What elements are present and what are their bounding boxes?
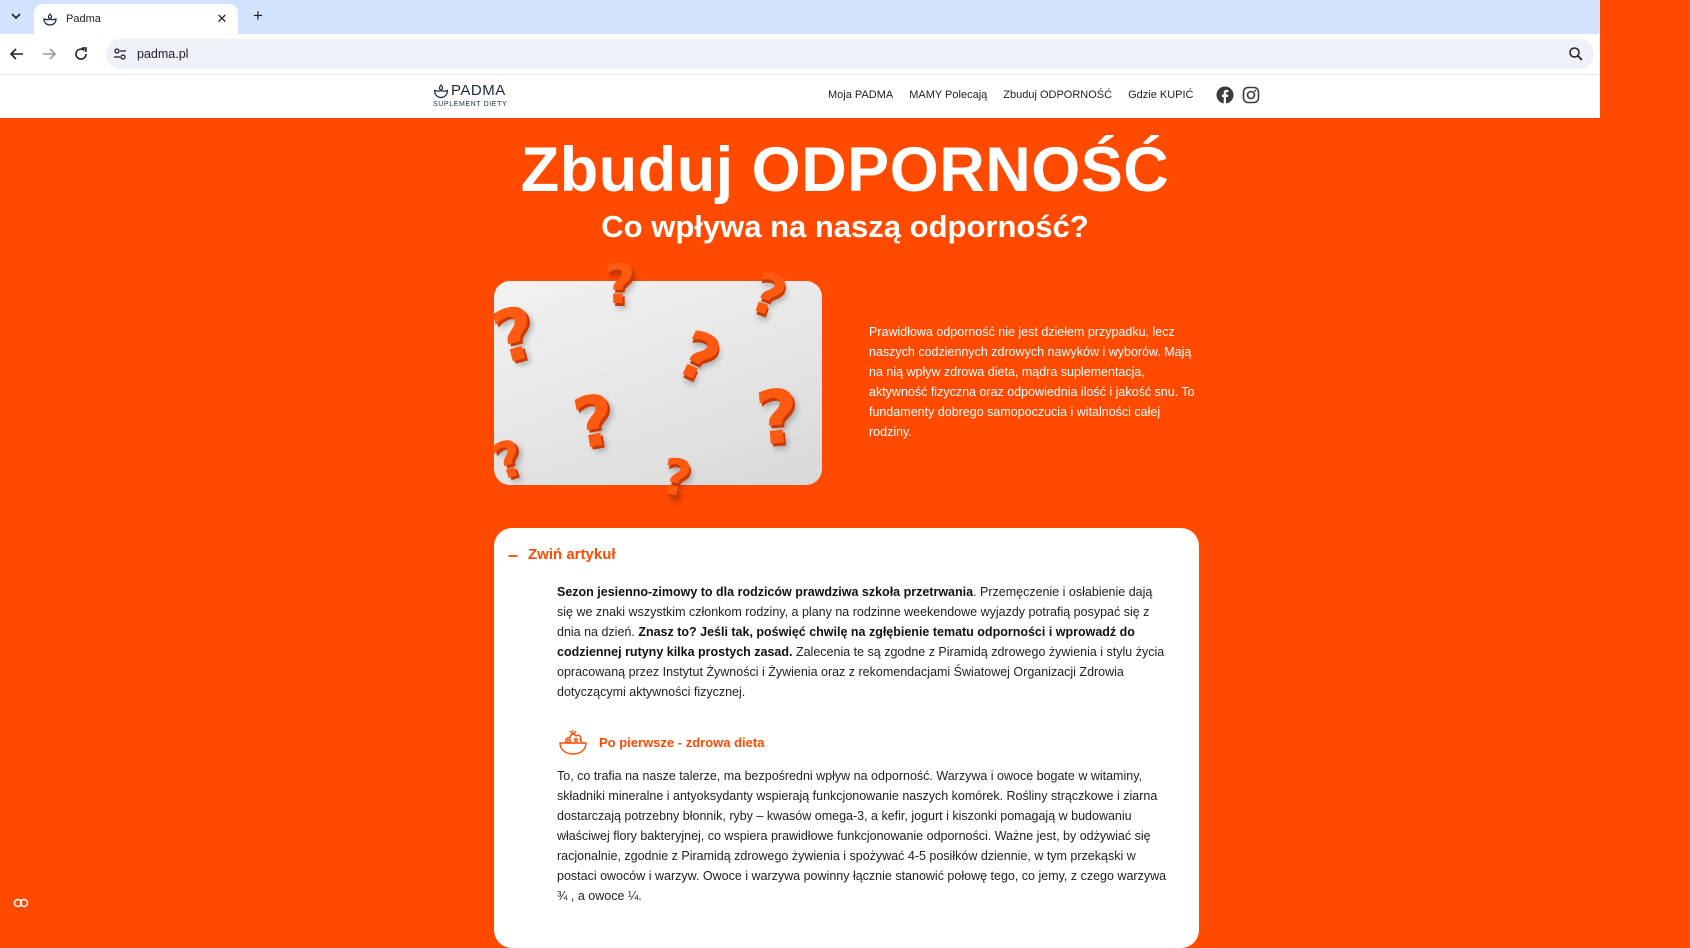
logo-text: PADMA [451,82,506,99]
browser-tab[interactable] [34,4,238,34]
site-settings-icon[interactable] [112,46,128,62]
section-title-diet: Po pierwsze - zdrowa dieta [599,734,765,750]
nav-item-mamy-polecaja[interactable]: MAMY Polecają [909,89,988,101]
nav-item-gdzie-kupic[interactable]: Gdzie KUPIĆ [1128,89,1194,101]
url-text: padma.pl [137,47,189,61]
zoom-icon[interactable] [1568,46,1584,62]
hero-description: Prawidłowa odporność nie jest dziełem przypadku, lecz naszych codziennych zdrowych nawyków i wyborów. Mają na nią wpływ zdrowa dieta, mądra suplementacja, aktywność fizyczna oraz odpowiednia ilość i jakość snu. To fundamenty dobrego samopoczucia i witalności całej rodziny. [869,325,1195,439]
minus-icon: – [508,544,519,565]
tab-title: Padma [66,13,101,25]
padma-logo[interactable] [433,83,523,111]
page-subtitle: Co wpływa na naszą odporność? [601,209,1089,244]
back-arrow-icon[interactable] [6,43,28,65]
padma-logo-mark-icon [433,83,449,99]
intro-bold-2: Znasz to? Jeśli tak, poświęć chwilę na zgłębienie tematu odporności i wprowadź do codziennej rutyny kilka prostych zasad. [557,625,1135,659]
nav-item-zbuduj-odpornosc[interactable]: Zbuduj ODPORNOŚĆ [1003,89,1113,101]
main-nav [828,89,1194,101]
section-text-diet: To, co trafia na nasze talerze, ma bezpośredni wpływ na odporność. Warzywa i owoce bogate w witaminy, składniki mineralne i antyoksydanty wspierają funkcjonowanie naszych komórek. Rośliny strączkowe i ziarna dostarczają potrzebny błonnik, ryby – kwasów omega-3, a kefir, jogurt i kiszonki pomagają w budowaniu właściwej flory bakteryjnej, co wspiera prawidłowe funkcjonowanie odporności. Ważne jest, by odżywiać się racjonalnie, zgodnie z Piramidą zdrowego żywienia i spożywać 4-5 posiłków dziennie, w tym przekąski w postaci owoców i warzyw. Owoce i warzywa powinny łącznie stanowić połowę tego, co jemy, z czego warzywa ¾ , a owoce ¼. [557,769,1167,903]
cookie-settings-button[interactable] [8,890,34,916]
page-title: Zbuduj ODPORNOŚĆ [520,135,1170,205]
browser-tabbar [0,0,1600,34]
forward-arrow-icon[interactable] [38,43,60,65]
nav-item-moja-padma[interactable]: Moja PADMA [828,89,894,101]
intro-text-1: . Przemęczenie i osłabienie dają się we znaki wszystkim członkom rodziny, a plany na rodzinne weekendowe wyjazdy potrafią posypać się z dnia na dzień. [557,585,1153,639]
cookie-settings-icon [13,898,29,908]
site-header [0,75,1600,118]
social-links [1216,86,1260,104]
salad-bowl-icon [557,726,589,758]
collapse-article-label: Zwiń artykuł [528,546,616,563]
reload-icon[interactable] [70,43,92,65]
intro-bold-1: Sezon jesienno-zimowy to dla rodziców prawdziwa szkoła przetrwania [557,585,974,599]
tab-search-chevron-icon[interactable] [6,6,26,26]
section-heading-diet [557,726,764,758]
padma-favicon-icon [42,11,58,27]
article-intro [557,582,1167,702]
facebook-icon[interactable] [1216,86,1234,104]
browser-toolbar [0,34,1600,75]
logo-subtitle: SUPLEMENT DIETY [433,101,508,108]
article-card [494,528,1199,948]
question-marks-image: ? ? ? ? ? ? ? ? [494,281,822,485]
collapse-article-button[interactable] [508,546,616,563]
new-tab-icon[interactable]: + [253,6,263,25]
intro-text-2: Zalecenia te są zgodne z Piramidą zdrowego żywienia i stylu życia opracowaną przez Instytut Żywności i Żywienia oraz z rekomendacjami Światowej Organizacji Zdrowia dotyczącymi aktywności fizycznej. [557,645,1165,699]
address-bar[interactable] [106,39,1594,69]
close-tab-icon[interactable]: ✕ [216,11,228,26]
instagram-icon[interactable] [1242,86,1260,104]
